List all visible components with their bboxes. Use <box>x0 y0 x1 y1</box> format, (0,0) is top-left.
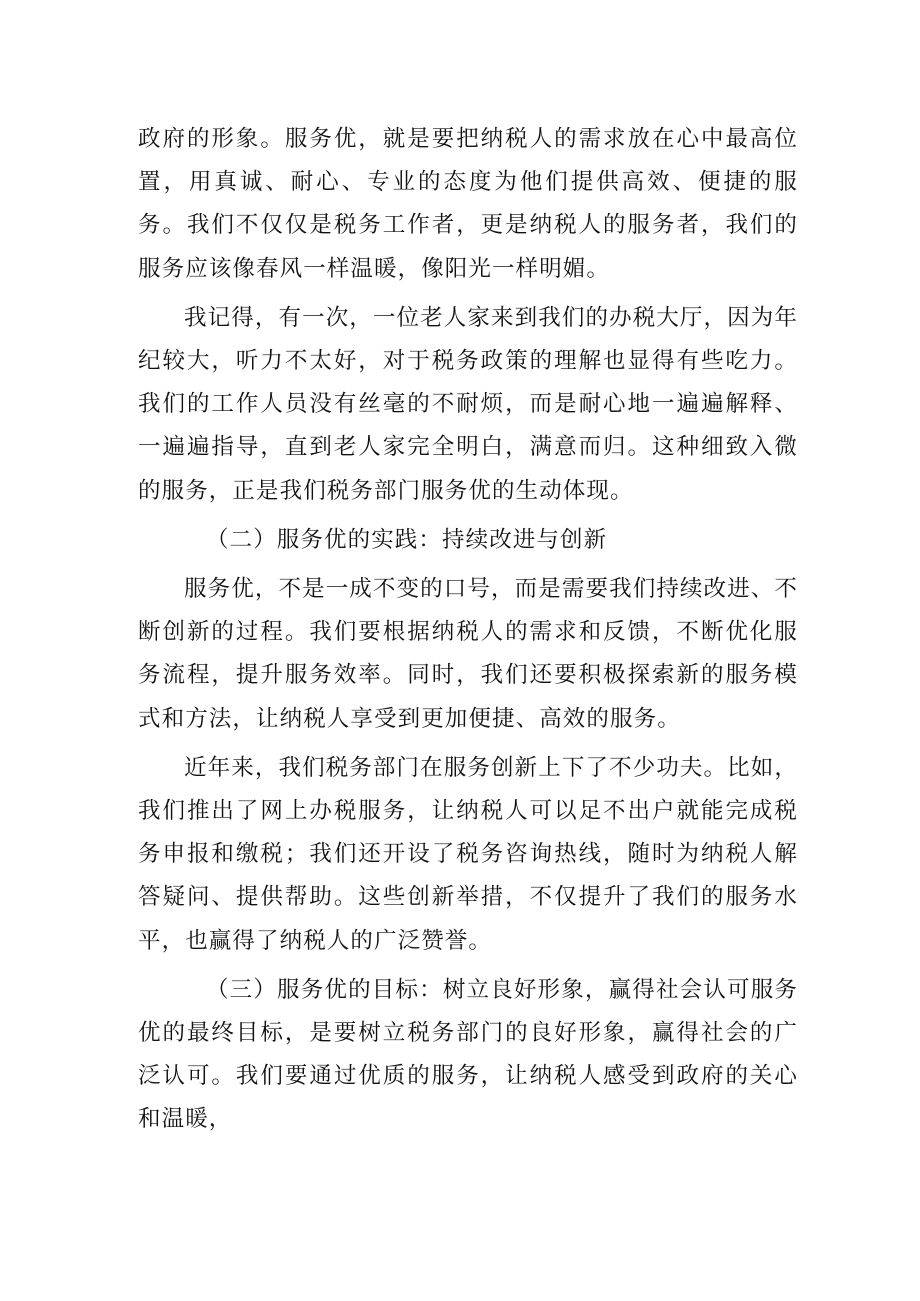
paragraph-continuation: 政府的形象。服务优，就是要把纳税人的需求放在心中最高位置，用真诚、耐心、专业的态度为他们提供高效、便捷的服务。我们不仅仅是税务工作者，更是纳税人的服务者，我们的服务应该像春风一样温暖，像阳光一样明媚。 <box>138 126 798 282</box>
section-heading-practice: （二）服务优的实践：持续改进与创新 <box>206 526 608 553</box>
paragraph-continuous-improvement: 服务优，不是一成不变的口号，而是需要我们持续改进、不断创新的过程。我们要根据纳税人的需求和反馈，不断优化服务流程，提升服务效率。同时，我们还要积极探索新的服务模式和方法，让纳税人享受到更加便捷、高效的服务。 <box>138 576 798 732</box>
paragraph-service-innovation: 近年来，我们税务部门在服务创新上下了不少功夫。比如，我们推出了网上办税服务，让纳税人可以足不出户就能完成税务申报和缴税；我们还开设了税务咨询热线，随时为纳税人解答疑问、提供帮助。这些创新举措，不仅提升了我们的服务水平，也赢得了纳税人的广泛赞誉。 <box>138 754 798 954</box>
document-page <box>138 118 798 1142</box>
section-heading-goal: （三）服务优的目标：树立良好形象，赢得社会认可服务优的最终目标，是要树立税务部门的良好形象，赢得社会的广泛认可。我们要通过优质的服务，让纳税人感受到政府的关心和温暖， <box>138 976 798 1133</box>
paragraph-elderly-service-story: 我记得，有一次，一位老人家来到我们的办税大厅，因为年纪较大，听力不太好，对于税务政策的理解也显得有些吃力。我们的工作人员没有丝毫的不耐烦，而是耐心地一遍遍解释、一遍遍指导，直到老人家完全明白，满意而归。这种细致入微的服务，正是我们税务部门服务优的生动体现。 <box>138 304 798 504</box>
